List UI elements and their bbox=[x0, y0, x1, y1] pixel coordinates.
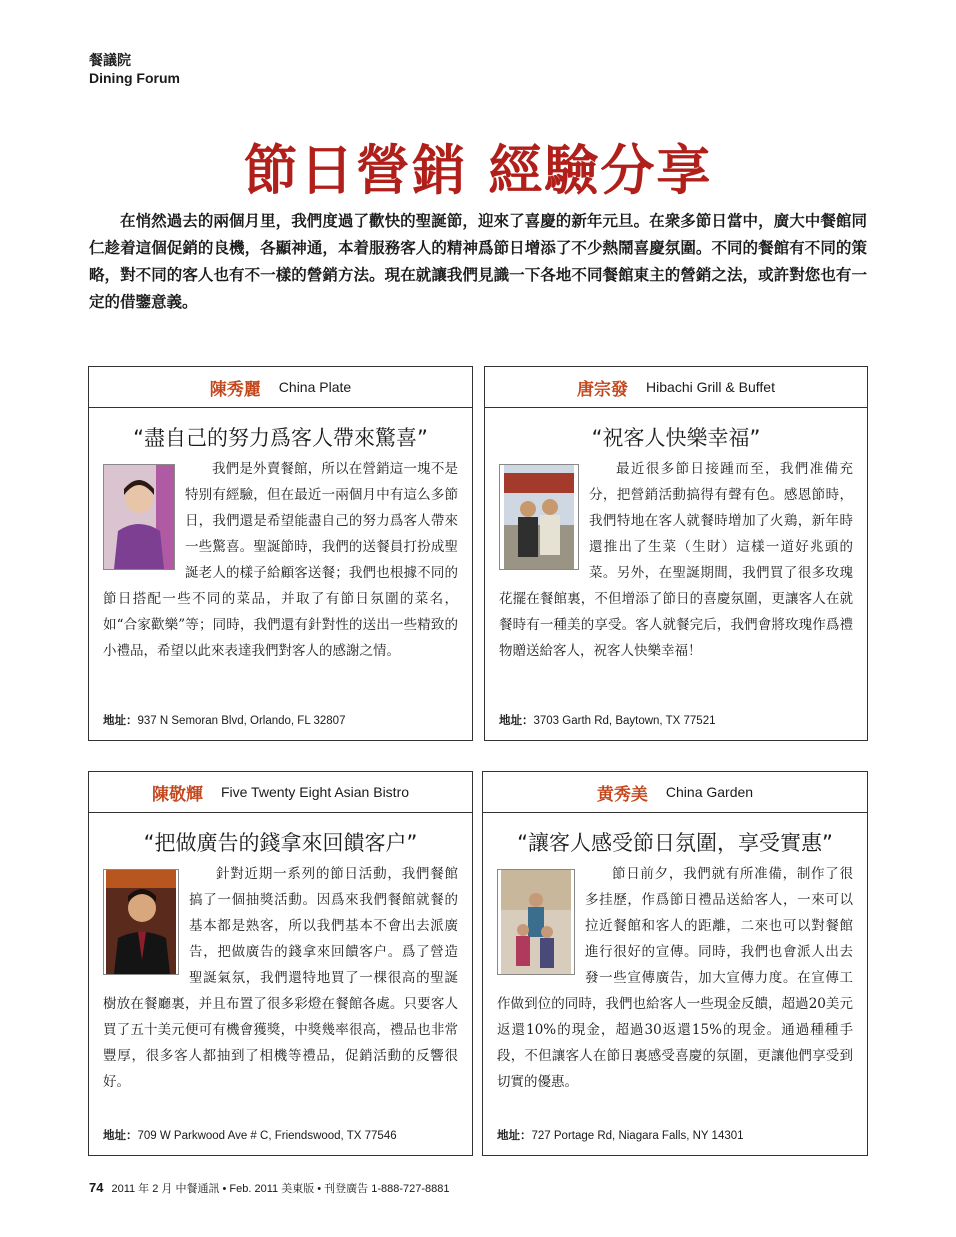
owner-photo bbox=[103, 869, 179, 975]
interview-card-chen-xiuli bbox=[88, 366, 473, 741]
address bbox=[103, 712, 345, 728]
address-text: 3703 Garth Rd, Baytown, TX 77521 bbox=[533, 715, 716, 727]
page-footer bbox=[89, 1180, 450, 1196]
family-photo bbox=[497, 869, 575, 975]
restaurant-name: Hibachi Grill & Buffet bbox=[646, 379, 775, 395]
card-header bbox=[89, 772, 472, 813]
intro-paragraph: 在悄然過去的兩個月里，我們度過了歡快的聖誕節，迎來了喜慶的新年元旦。在衆多節日當中，廣大中餐館同仁趁着這個促銷的良機，各顯神通，本着服務客人的精神爲節日增添了不少熱鬧喜慶氛圍。不同的餐館有不同的策略，對不同的客人也有不一樣的營銷方法。現在就讓我們見識一下各地不同餐館東主的營銷之法，或許對您也有一定的借鑒意義。 bbox=[89, 212, 867, 311]
address-label: 地址： bbox=[103, 713, 138, 727]
card-quote: “讓客人感受節日氛圍，享受實惠” bbox=[517, 831, 833, 855]
address-label: 地址： bbox=[497, 1128, 532, 1142]
restaurant-name: Five Twenty Eight Asian Bistro bbox=[220, 784, 410, 800]
address-label: 地址： bbox=[103, 1128, 138, 1142]
address bbox=[103, 1127, 397, 1143]
issue-info: 2011 年 2 月 中餐通訊 • Feb. 2011 美東版 • 刊登廣告 1-888-727-8881 bbox=[111, 1183, 450, 1195]
address bbox=[499, 712, 715, 728]
address-text: 727 Portage Rd, Niagara Falls, NY 14301 bbox=[531, 1130, 744, 1142]
section-name-english: Dining Forum bbox=[89, 70, 180, 86]
card-body bbox=[89, 861, 472, 1095]
card-quote: “把做廣告的錢拿來回饋客户” bbox=[143, 831, 418, 855]
card-quote: “盡自己的努力爲客人帶來驚喜” bbox=[133, 426, 428, 450]
section-name-chinese: 餐議院 bbox=[89, 53, 131, 69]
article-title: 節日營銷 經驗分享 bbox=[243, 138, 713, 202]
address-text: 937 N Semoran Blvd, Orlando, FL 32807 bbox=[137, 715, 346, 727]
restaurant-name: China Garden bbox=[665, 784, 754, 800]
owner-name: 黄秀美 bbox=[596, 784, 648, 805]
interview-card-tang-zongfa bbox=[484, 366, 868, 741]
card-header bbox=[89, 367, 472, 408]
card-header bbox=[483, 772, 867, 813]
interview-card-huang-xiumei bbox=[482, 771, 868, 1156]
page-number: 74 bbox=[89, 1180, 104, 1195]
card-body bbox=[483, 861, 867, 1095]
card-header bbox=[485, 367, 867, 408]
owner-name: 唐宗發 bbox=[577, 379, 629, 400]
owner-photo bbox=[103, 464, 175, 570]
card-body bbox=[485, 456, 867, 664]
card-body bbox=[89, 456, 472, 664]
card-text: 針對近期一系列的節日活動，我們餐館搞了一個抽獎活動。因爲來我們餐館就餐的基本都是熟客，所以我們基本不會出去派廣告，把做廣告的錢拿來回饋客户。爲了營造聖誕氣氛，我們還特地買了一棵很高的聖誕樹放在餐廳裏，并且布置了很多彩燈在餐館各處。只要客人買了五十美元便可有機會獲獎，中獎幾率很高，禮品也非常豐厚，很多客人都抽到了相機等禮品，促銷活動的反響很好。 bbox=[103, 866, 458, 1090]
card-text: 節日前夕，我們就有所准備，制作了很多挂歷，作爲節日禮品送給客人，一來可以拉近餐館和客人的距離，二來也可以對餐館進行很好的宣傳。同時，我們也會派人出去發一些宣傳廣告，加大宣傳力度。在宣傳工作做到位的同時，我們也給客人一些現金反饋，超過20美元返還10%的現金，超過30返還15%的現金。通過種種手段，不但讓客人在節日裏感受喜慶的氛圍，更讓他們享受到切實的優惠。 bbox=[497, 866, 853, 1090]
restaurant-name: China Plate bbox=[278, 379, 352, 395]
address bbox=[497, 1127, 744, 1143]
card-text: 我們是外賣餐館，所以在營銷這一塊不是特别有經驗，但在最近一兩個月中有這么多節日，我們還是希望能盡自己的努力爲客人帶來一些驚喜。聖誕節時，我們的送餐員打扮成聖誕老人的樣子給顧客送餐；我們也根據不同的節日搭配一些不同的菜品，并取了有節日氛圍的菜名，如“合家歡樂”等；同時，我們還有針對性的送出一些精致的小禮品，希望以此來表達我們對客人的感謝之情。 bbox=[103, 461, 458, 659]
card-text: 最近很多節日接踵而至，我們准備充分，把營銷活動搞得有聲有色。感恩節時，我們特地在客人就餐時增加了火鶏，新年時還推出了生菜（生財）這樣一道好兆頭的菜。另外，在聖誕期間，我們買了很多玫瑰花擺在餐館裏，不但增添了節日的喜慶氛圍，更讓客人在就餐時有一種美的享受。客人就餐完后，我們會將玫瑰作爲禮物贈送給客人，祝客人快樂幸福！ bbox=[499, 461, 853, 659]
card-quote: “祝客人快樂幸福” bbox=[591, 426, 761, 450]
interview-card-chen-jinghui bbox=[88, 771, 473, 1156]
owners-photo bbox=[499, 464, 579, 570]
address-label: 地址： bbox=[499, 713, 534, 727]
owner-name: 陳秀麗 bbox=[209, 379, 261, 400]
address-text: 709 W Parkwood Ave # C, Friendswood, TX 77546 bbox=[137, 1130, 397, 1142]
owner-name: 陳敬輝 bbox=[151, 784, 203, 805]
